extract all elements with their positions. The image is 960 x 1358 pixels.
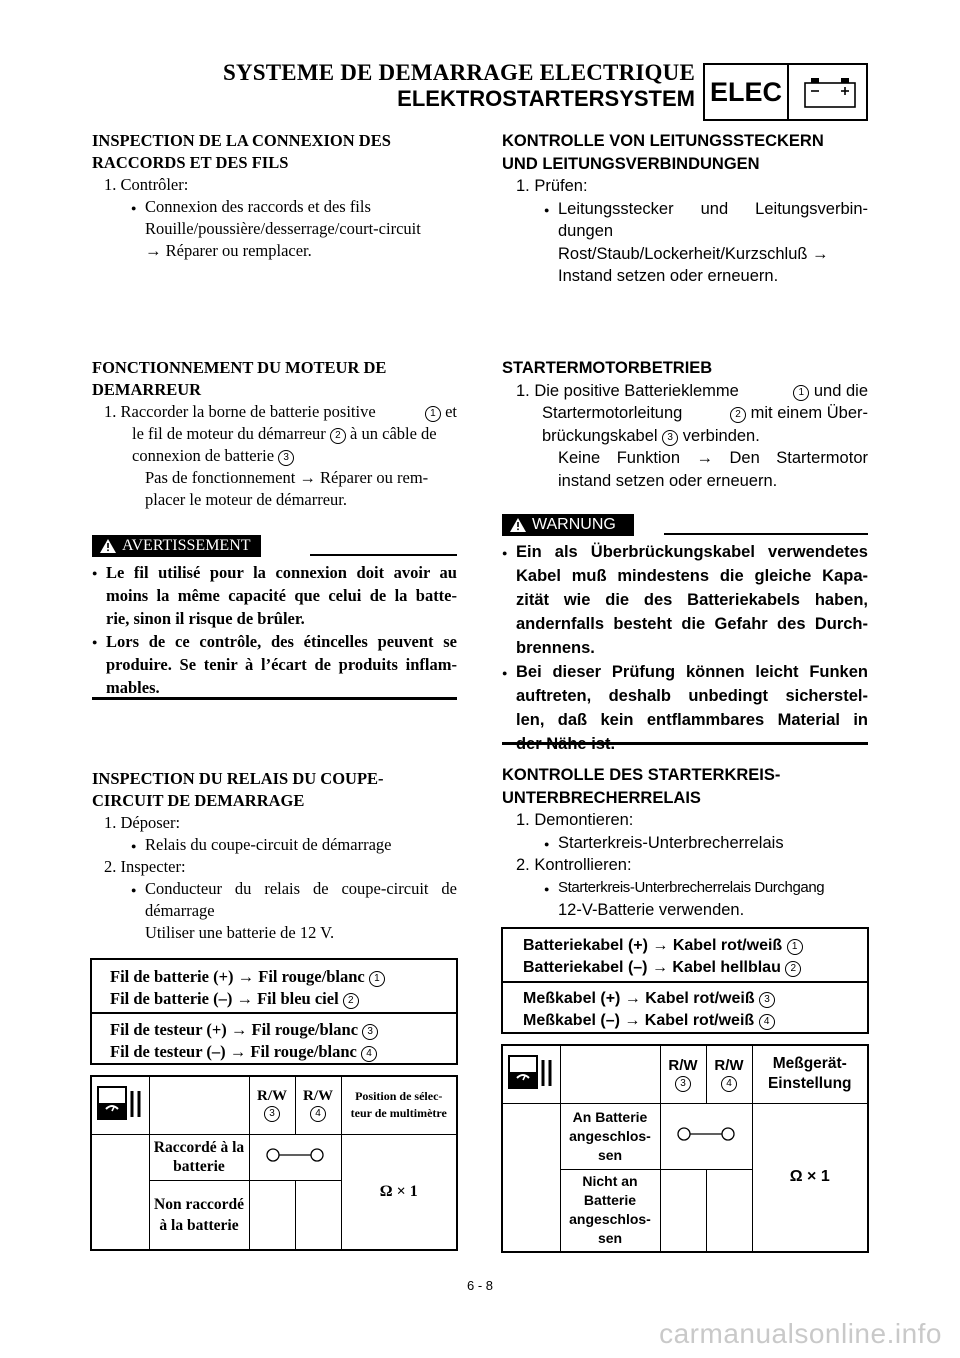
de-bullet <box>502 198 868 221</box>
spec-line: Meßkabel (+) → Kabel rot/weiß <box>523 990 755 1007</box>
ref-number: 2 <box>785 961 801 977</box>
fr-text <box>92 445 457 467</box>
fr-heading: DEMARREUR <box>92 380 202 399</box>
row-label: An Batterie angeschlos-sen <box>560 1103 660 1169</box>
spec-lines <box>110 966 385 1010</box>
de-section-connections <box>502 130 868 288</box>
meter-setting: Ω × 1 <box>341 1134 457 1250</box>
warning-line: mables. <box>106 678 160 697</box>
de-heading: UND LEITUNGSVERBINDUNGEN <box>502 154 760 173</box>
fr-text: à un câble de <box>350 424 437 443</box>
warning-line: ● Lors de ce contrôle, des étincelles peuvent se <box>106 632 457 651</box>
ref-number: 1 <box>425 406 441 422</box>
warning-line: brennens. <box>516 639 595 657</box>
warning-line: ● Ein als Überbrückungskabel verwendetes <box>516 543 868 561</box>
de-text: Rost/Staub/Lockerheit/Kurzschluß → <box>558 244 829 263</box>
de-step: 1. Demontieren: <box>516 811 634 829</box>
warning-text-fr <box>92 561 457 699</box>
de-heading: STARTERMOTORBETRIEB <box>502 359 713 377</box>
spec-line: Fil de testeur (+) → Fil rouge/blanc <box>110 1020 359 1039</box>
de-step: 1. Prüfen: <box>516 177 588 195</box>
de-text: instand setzen oder erneuern. <box>558 471 778 490</box>
meter-cell <box>91 1076 149 1134</box>
meter-setting: Ω × 1 <box>752 1103 868 1252</box>
fr-text: → Réparer ou remplacer. <box>145 241 312 260</box>
de-text <box>502 425 868 448</box>
de-step: 2. Kontrollieren: <box>516 856 632 874</box>
spec-line: Batteriekabel (+) → Kabel rot/weiß <box>523 937 783 954</box>
ref-number: 4 <box>759 1014 775 1030</box>
de-text: 12-V-Batterie verwenden. <box>558 901 745 919</box>
page-number: 6 - 8 <box>466 1278 493 1293</box>
de-text: Keine Funktion → Den Startermotor <box>558 449 868 467</box>
fr-bullet-text: Relais du coupe-circuit de démarrage <box>145 835 392 854</box>
warning-line: rie, sinon il risque de brûler. <box>106 609 305 628</box>
col-header: Position de sélec-teur de multimètre <box>341 1076 457 1134</box>
de-text: mit einem Über- <box>750 404 868 422</box>
fr-bullet <box>92 834 457 856</box>
col-label: R/W <box>668 1056 698 1074</box>
col-label: R/W <box>303 1088 333 1105</box>
col-label: R/W <box>257 1088 287 1105</box>
warning-bullet <box>502 540 868 660</box>
row-label: Raccordé à la batterie <box>149 1134 249 1180</box>
fr-section-starter-motor <box>92 357 457 511</box>
fr-section-connections <box>92 130 457 262</box>
de-text: 1. Die positive Batterieklemme <box>516 381 739 400</box>
spec-lines <box>523 935 803 979</box>
de-heading: KONTROLLE VON LEITUNGSSTECKERN <box>502 132 824 150</box>
warning-text-de <box>502 540 868 756</box>
warning-line: andernfalls besteht die Gefahr des Durch- <box>516 615 868 633</box>
battery-icon <box>801 75 859 109</box>
continuity-cell <box>249 1134 341 1180</box>
warning-line: auftreten, deshalb unbedingt sicherstel- <box>516 687 868 705</box>
fr-text: Utiliser une batterie de 12 V. <box>145 923 335 942</box>
de-text: Startermotorleitung <box>542 404 683 422</box>
continuity-table-de <box>501 1044 869 1253</box>
fr-section-relay <box>92 768 457 944</box>
fr-bullet <box>92 878 457 900</box>
spec-box-fr <box>90 958 458 1065</box>
warning-line: zität wie die des Batteriekabels haben, <box>516 591 868 609</box>
ref-number: 3 <box>662 430 678 446</box>
warning-bullet <box>92 561 457 630</box>
continuity-icon <box>266 1148 324 1162</box>
empty-cell <box>706 1169 752 1252</box>
multimeter-icon <box>505 1052 557 1092</box>
fr-bullet <box>92 196 457 218</box>
empty-cell <box>91 1134 149 1250</box>
fr-step: 2. Inspecter: <box>104 857 186 876</box>
spec-lines <box>110 1019 378 1063</box>
empty-cell <box>249 1180 295 1250</box>
fr-step: 1. Contrôler: <box>104 175 189 194</box>
de-bullet <box>502 877 868 900</box>
fr-heading: CIRCUIT DE DEMARRAGE <box>92 791 305 810</box>
divider <box>92 1012 456 1014</box>
ref-number: 1 <box>793 385 809 401</box>
fr-heading: FONCTIONNEMENT DU MOTEUR DE <box>92 358 387 377</box>
fr-text: Pas de fonctionnement → Réparer ou rem- <box>145 468 429 487</box>
warning-icon <box>100 539 116 553</box>
de-text: dungen <box>558 222 614 240</box>
meter-cell <box>502 1045 560 1103</box>
divider <box>310 554 457 556</box>
fr-text <box>92 423 457 445</box>
continuity-icon <box>677 1127 735 1141</box>
fr-step: 1. Déposer: <box>104 813 181 832</box>
de-text <box>502 402 868 425</box>
divider <box>503 981 867 983</box>
de-text: Instand setzen oder erneuern. <box>558 267 779 285</box>
de-bullet-text: Starterkreis-Unterbrecherrelais Durchgang <box>558 878 825 896</box>
warning-label: WARNUNG <box>532 516 616 533</box>
ref-number: 1 <box>369 971 385 987</box>
ref-number: 2 <box>343 993 359 1009</box>
fr-bullet-text: Connexion des raccords et des fils <box>145 197 371 216</box>
continuity-table-fr <box>90 1075 458 1251</box>
spec-line: Fil de batterie (–) → Fil bleu ciel <box>110 989 339 1008</box>
ref-number: 3 <box>759 992 775 1008</box>
de-text: brückungskabel <box>542 426 658 445</box>
warning-bullet <box>92 630 457 699</box>
warning-line: len, daß kein entflammbares Material in <box>516 711 868 729</box>
fr-heading: RACCORDS ET DES FILS <box>92 153 289 172</box>
de-text: und die <box>813 381 868 400</box>
warning-line: ● Le fil utilisé pour la connexion doit avoir au <box>106 563 457 582</box>
divider <box>502 742 868 745</box>
empty-cell <box>149 1076 249 1134</box>
fr-heading: INSPECTION DU RELAIS DU COUPE- <box>92 769 384 788</box>
de-heading: KONTROLLE DES STARTERKREIS- <box>502 766 781 784</box>
empty-cell <box>295 1180 341 1250</box>
col-header <box>249 1076 295 1134</box>
ref-number: 4 <box>721 1076 737 1092</box>
ref-number: 3 <box>675 1076 691 1092</box>
fr-text: Rouille/poussière/desserrage/court-circuit <box>145 219 421 238</box>
de-section-starter-motor <box>502 357 868 492</box>
fr-heading: INSPECTION DE LA CONNEXION DES <box>92 131 391 150</box>
row-label: Non raccordé à la batterie <box>149 1180 249 1250</box>
empty-cell <box>660 1169 706 1252</box>
warning-badge-fr <box>92 535 261 557</box>
fr-text: connexion de batterie <box>132 446 275 465</box>
continuity-cell <box>660 1103 752 1169</box>
col-header <box>706 1045 752 1103</box>
col-label: R/W <box>714 1056 744 1074</box>
section-code: ELEC <box>705 65 789 119</box>
fr-text: et <box>445 402 457 421</box>
fr-text: le fil de moteur du démarreur <box>132 424 326 443</box>
de-text: verbinden. <box>682 426 760 445</box>
warning-line: ● Bei dieser Prüfung können leicht Funken <box>516 663 868 681</box>
multimeter-icon <box>94 1083 146 1123</box>
header-title-de: ELEKTROSTARTERSYSTEM <box>397 86 695 111</box>
empty-cell <box>560 1045 660 1103</box>
header-title-fr: SYSTEME DE DEMARRAGE ELECTRIQUE <box>222 60 695 85</box>
fr-text: démarrage <box>145 901 215 920</box>
de-heading: UNTERBRECHERRELAIS <box>502 788 701 807</box>
warning-badge-de <box>502 514 634 536</box>
fr-text: 1. Raccorder la borne de batterie positive <box>104 402 376 421</box>
ref-number: 3 <box>278 450 294 466</box>
ref-number: 1 <box>787 939 803 955</box>
spec-line: Meßkabel (–) → Kabel rot/weiß <box>523 1012 755 1029</box>
col-header <box>660 1045 706 1103</box>
spec-line: Batteriekabel (–) → Kabel hellblau <box>523 959 781 976</box>
de-bullet-text: Starterkreis-Unterbrecherrelais <box>558 833 784 852</box>
fr-step <box>92 401 457 423</box>
ref-number: 2 <box>330 428 346 444</box>
ref-number: 4 <box>361 1046 377 1062</box>
row-label: Nicht an Batterie angeschlos-sen <box>560 1169 660 1252</box>
spec-box-de <box>501 927 869 1034</box>
de-section-relay <box>502 764 868 922</box>
section-badge <box>703 63 868 121</box>
warning-line: moins la même capacité que celui de la batte- <box>106 586 457 605</box>
divider <box>92 697 457 700</box>
de-step <box>502 380 868 403</box>
watermark: carmanualsonline.info <box>659 1318 942 1349</box>
ref-number: 4 <box>310 1106 326 1122</box>
ref-number: 3 <box>264 1106 280 1122</box>
spec-line: Fil de batterie (+) → Fil rouge/blanc <box>110 967 365 986</box>
empty-cell <box>502 1103 560 1252</box>
warning-label: AVERTISSEMENT <box>122 537 251 554</box>
fr-bullet-text: Conducteur du relais de coupe-circuit de <box>145 879 457 898</box>
col-header <box>295 1076 341 1134</box>
col-header: Meßgerät-Einstellung <box>752 1045 868 1103</box>
divider <box>664 533 868 535</box>
warning-line: Kabel muß mindestens die gleiche Kapa- <box>516 567 868 585</box>
de-bullet-text: Leitungsstecker und Leitungsverbin- <box>558 199 868 218</box>
spec-line: Fil de testeur (–) → Fil rouge/blanc <box>110 1042 357 1061</box>
de-bullet <box>502 832 868 855</box>
warning-line: produire. Se tenir à l’écart de produits inflam- <box>106 655 457 674</box>
ref-number: 2 <box>730 407 746 423</box>
spec-lines <box>523 988 775 1032</box>
warning-line: der Nähe ist. <box>516 735 616 753</box>
warning-icon <box>510 518 526 532</box>
fr-text: placer le moteur de démarreur. <box>145 490 348 509</box>
ref-number: 3 <box>362 1024 378 1040</box>
